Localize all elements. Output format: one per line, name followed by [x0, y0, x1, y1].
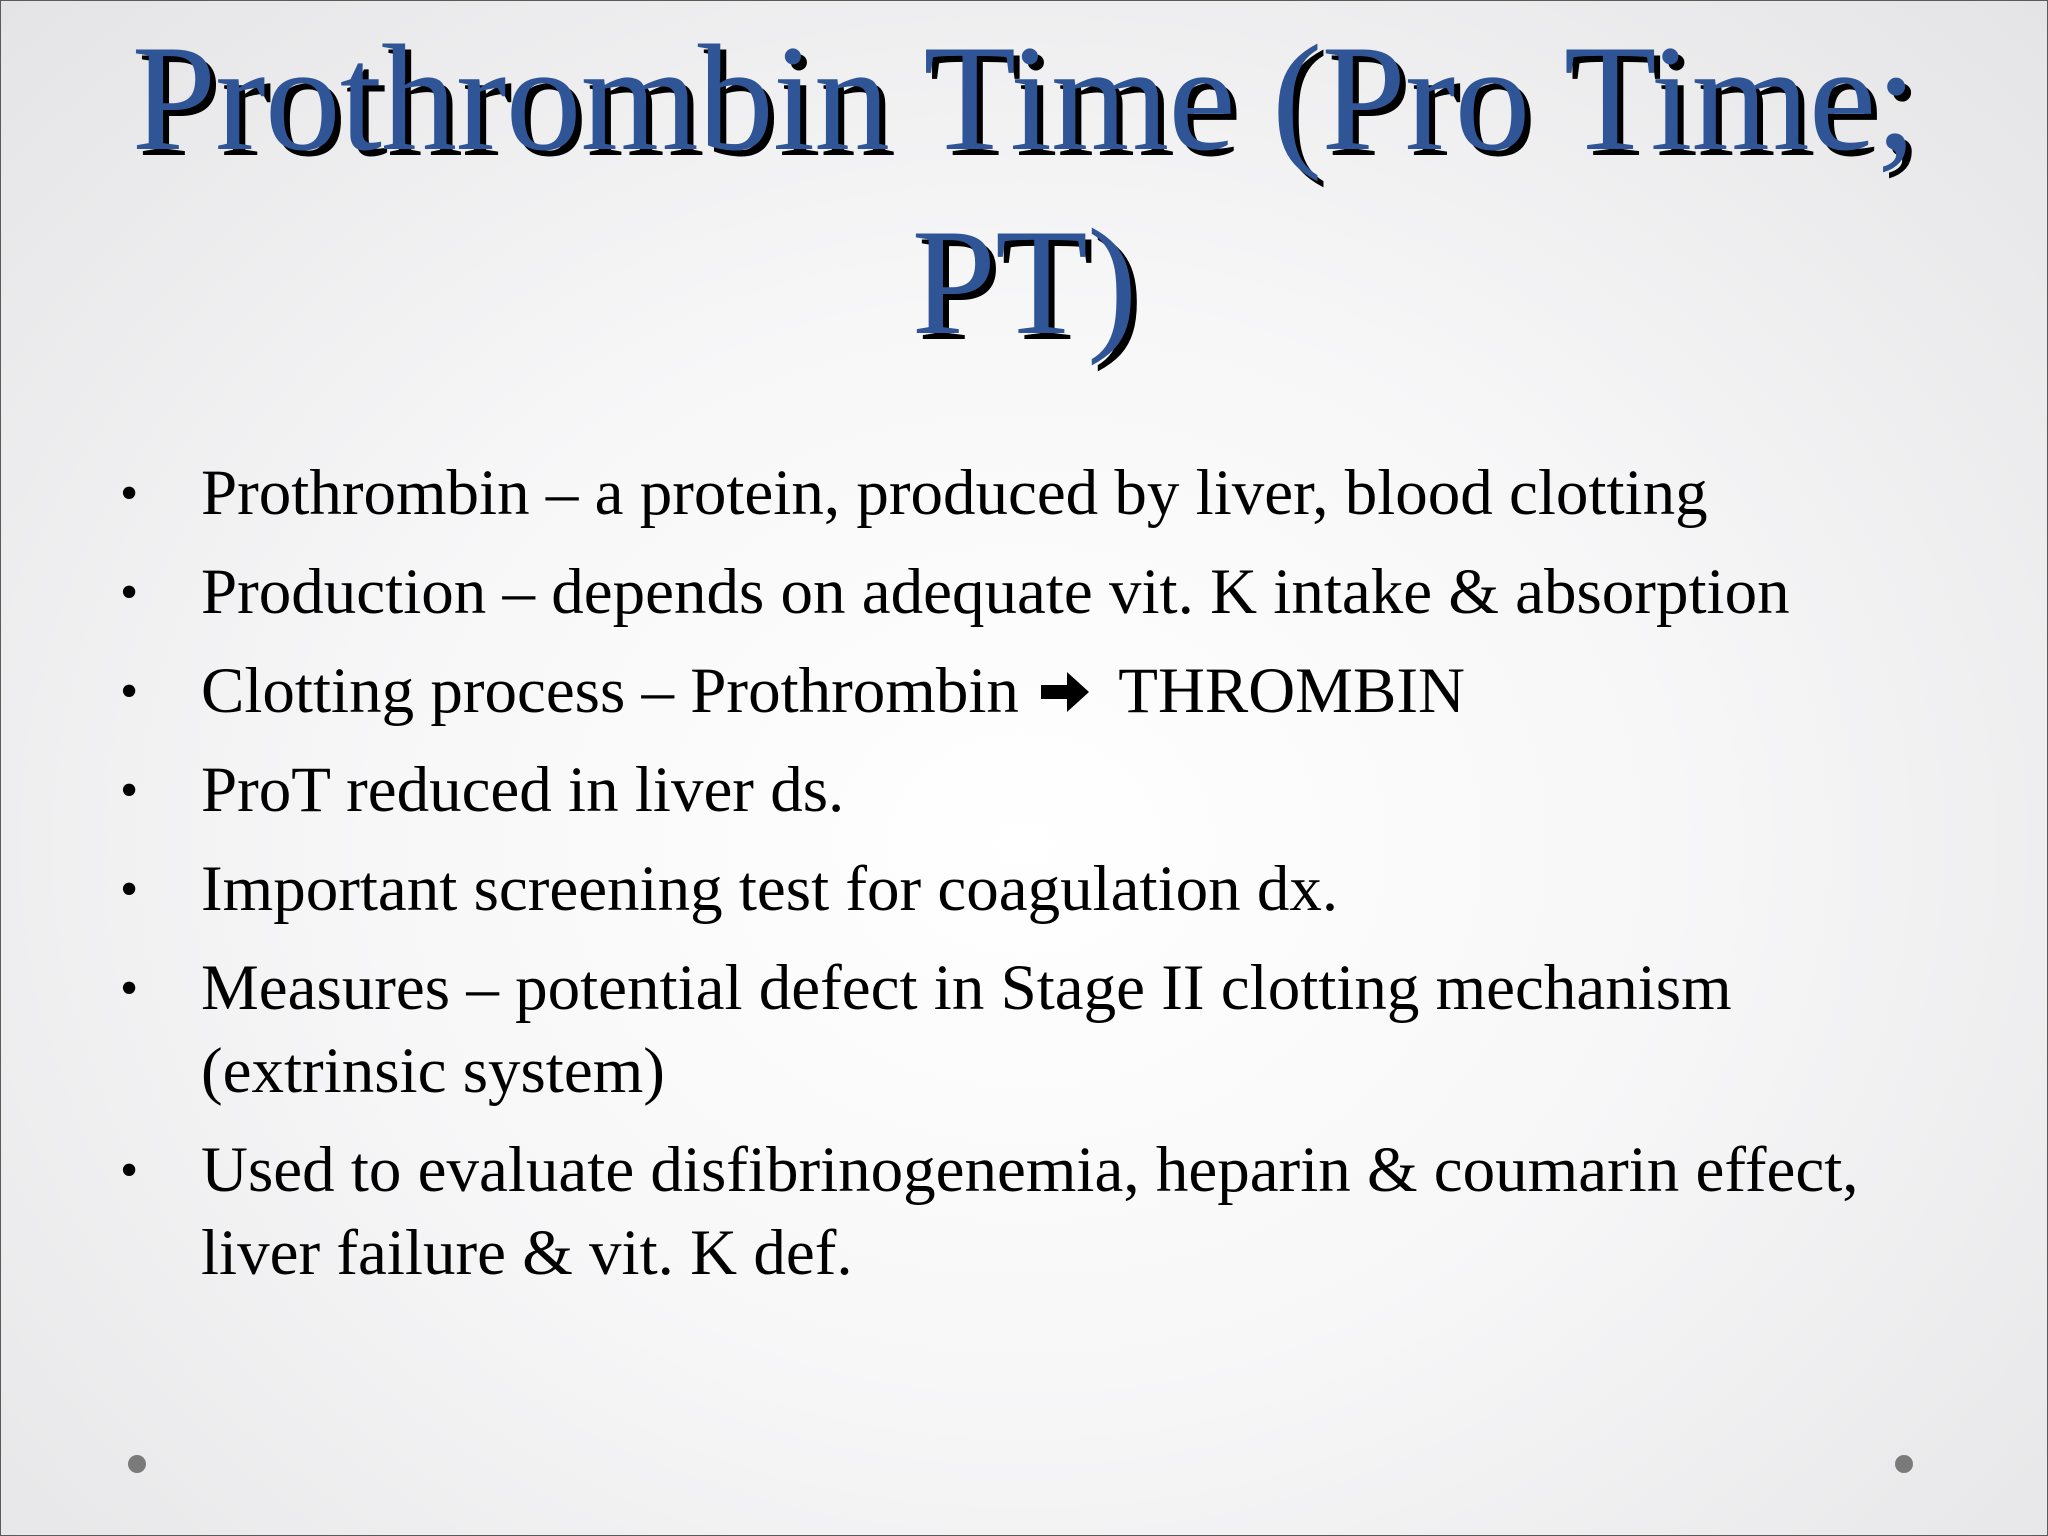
bullet-icon: • — [120, 465, 139, 522]
bullet-icon: • — [120, 663, 139, 720]
bullet-text: Important screening test for coagulation dx. — [201, 853, 1339, 925]
bullet-item — [120, 749, 1950, 832]
decorative-dot-right — [1895, 1455, 1913, 1473]
bullet-icon: • — [120, 762, 139, 819]
bullet-item — [120, 551, 1950, 634]
bullet-text: Prothrombin – a protein, produced by liver, blood clotting — [201, 457, 1708, 529]
bullet-item — [120, 848, 1950, 931]
bullet-text-after-arrow: THROMBIN — [1118, 655, 1465, 727]
bullet-icon: • — [120, 564, 139, 621]
bullet-item — [120, 452, 1950, 535]
bullet-text: Production – depends on adequate vit. K intake & absorption — [201, 556, 1790, 628]
bullet-text: ProT reduced in liver ds. — [201, 754, 845, 826]
bullet-icon: • — [120, 861, 139, 918]
bullet-text: Used to evaluate disfibrinogenemia, heparin & coumarin effect, liver failure & vit. K def. — [201, 1134, 1859, 1289]
slide-title: Prothrombin Time (Pro Time; PT) — [131, 14, 1917, 366]
bullet-item — [120, 650, 1950, 733]
bullet-item — [120, 1129, 1950, 1295]
bullet-text-before-arrow: Clotting process – Prothrombin — [201, 655, 1019, 727]
bullet-text: Measures – potential defect in Stage II clotting mechanism (extrinsic system) — [201, 952, 1732, 1107]
right-arrow-icon — [1039, 668, 1091, 716]
bullet-item — [120, 947, 1950, 1113]
bullet-icon: • — [120, 1142, 139, 1199]
bullet-list — [120, 452, 1950, 1311]
bullet-icon: • — [120, 960, 139, 1017]
decorative-dot-left — [128, 1455, 146, 1473]
